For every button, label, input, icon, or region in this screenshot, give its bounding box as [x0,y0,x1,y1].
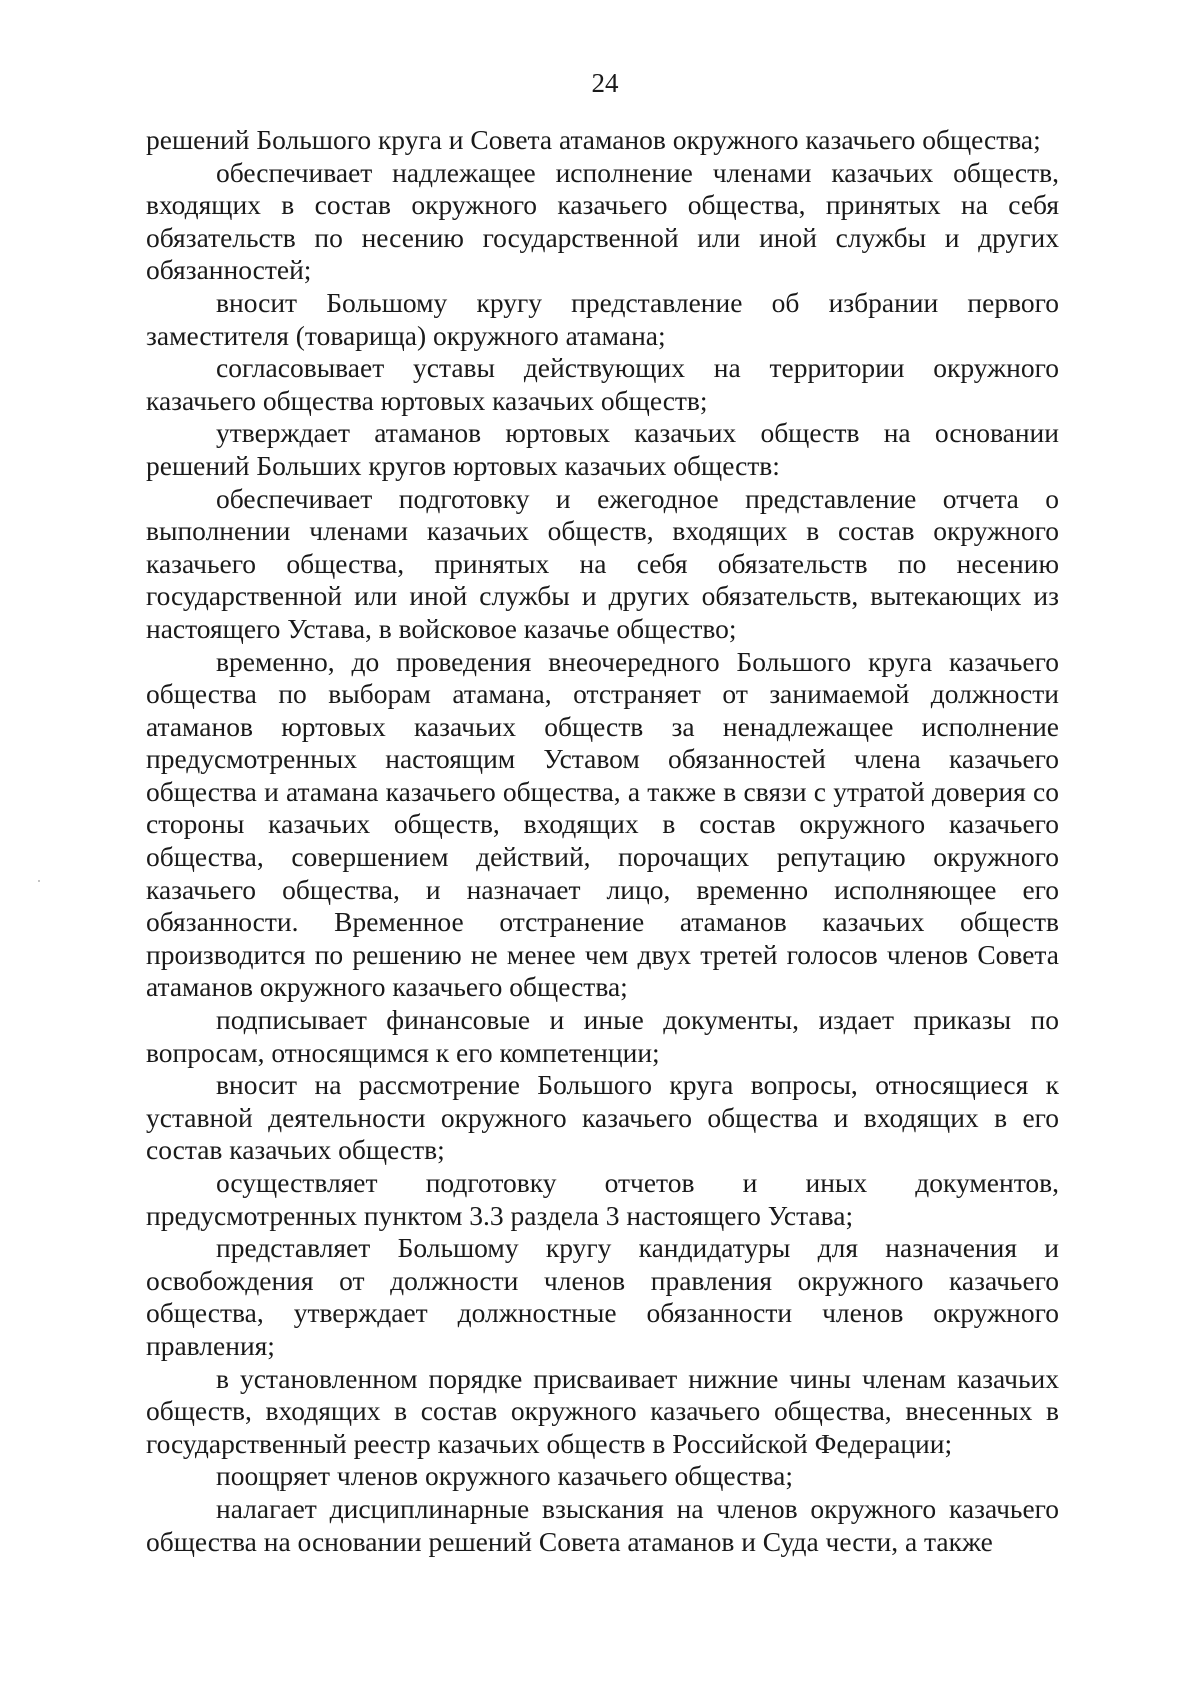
scan-speck [38,880,40,882]
paragraph: обеспечивает подготовку и ежегодное представление отчета о выполнении членами казачьих обществ, входящих в состав окружного казачьего общества, принятых на себя обязательств по несению государственной или иной службы и других обязательств, вытекающих из настоящего Устава, в войсковое казачье общество; [146,482,1059,644]
paragraph: согласовывает уставы действующих на территории окружного казачьего общества юртовых казачьих обществ; [146,352,1059,416]
paragraph: решений Большого круга и Совета атаманов окружного казачьего общества; [146,124,1041,155]
paragraph: утверждает атаманов юртовых казачьих обществ на основании решений Больших кругов юртовых казачьих обществ: [146,417,1059,481]
paragraph: налагает дисциплинарные взыскания на членов окружного казачьего общества на основании решений Совета атаманов и Суда чести, а также [146,1492,1059,1557]
paragraph: в установленном порядке присваивает нижние чины членам казачьих обществ, входящих в состав окружного казачьего общества, внесенных в государственный реестр казачьих обществ в Российской Федерации; [146,1362,1059,1459]
page-number: 24 [591,68,619,98]
paragraph: обеспечивает надлежащее исполнение членами казачьих обществ, входящих в состав окружного казачьего общества, принятых на себя обязательств по несению государственной или иной службы и других обязанностей; [146,156,1059,286]
paragraph: осуществляет подготовку отчетов и иных документов, предусмотренных пунктом 3.3 раздела 3 настоящего Устава; [146,1167,1059,1231]
paragraph: вносит на рассмотрение Большого круга вопросы, относящиеся к уставной деятельности окружного казачьего общества и входящих в его состав казачьих обществ; [146,1069,1059,1166]
paragraph: временно, до проведения внеочередного Большого круга казачьего общества по выборам атамана, отстраняет от занимаемой должности атаманов юртовых казачьих обществ за ненадлежащее исполнение предусмотренных настоящим Уставом обязанностей члена казачьего общества и атамана казачьего общества, а также в связи с утратой доверия со стороны казачьих обществ, входящих в состав окружного казачьего общества, совершением действий, порочащих репутацию окружного казачьего общества, и назначает лицо, временно исполняющее его обязанности. Временное отстранение атаманов казачьих обществ производится по решению не менее чем двух третей голосов членов Совета атаманов окружного казачьего общества; [146,645,1059,1003]
document-body [146,124,1059,1558]
paragraph: подписывает финансовые и иные документы, издает приказы по вопросам, относящимся к его компетенции; [146,1004,1059,1068]
paragraph: вносит Большому кругу представление об избрании первого заместителя (товарища) окружного атамана; [146,286,1059,351]
paragraph: представляет Большому кругу кандидатуры для назначения и освобождения от должности членов правления окружного казачьего общества, утверждает должностные обязанности членов окружного правления; [146,1232,1059,1361]
paragraph: поощряет членов окружного казачьего общества; [216,1460,793,1492]
